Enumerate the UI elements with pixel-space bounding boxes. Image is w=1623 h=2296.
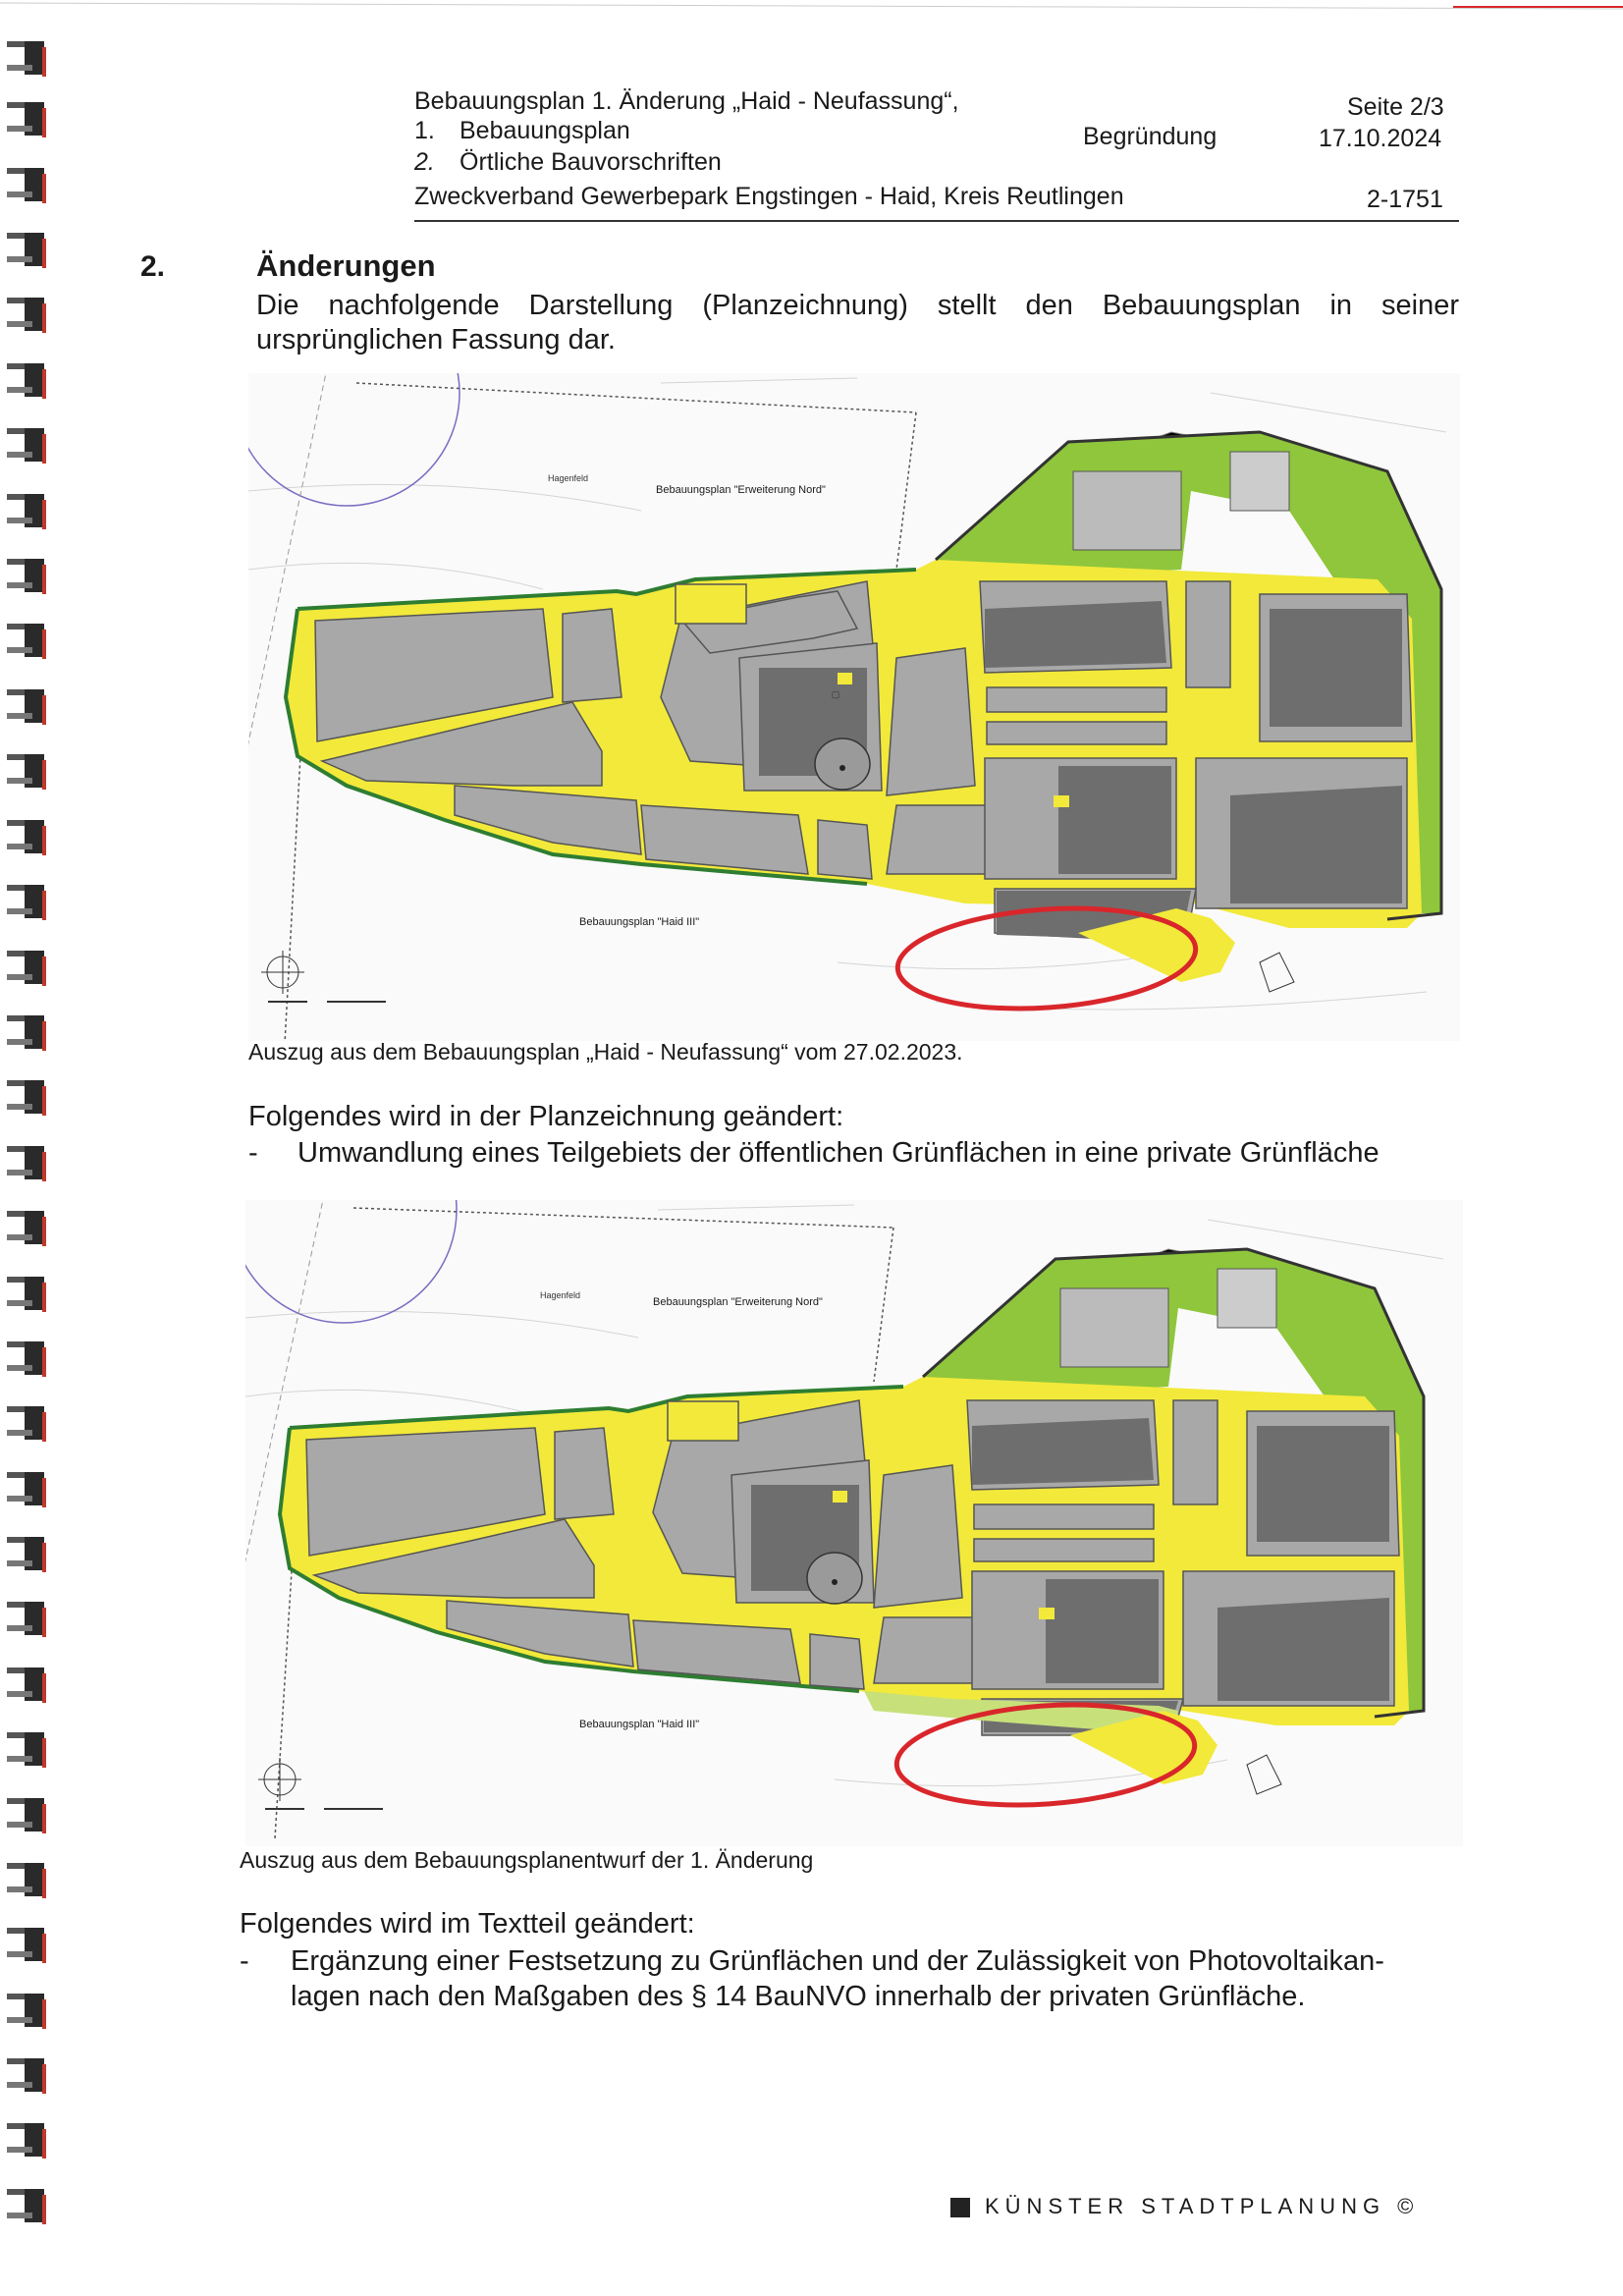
- binder-ring-icon: [3, 1402, 48, 1444]
- binder-ring-icon: [3, 1990, 48, 2031]
- section-number: 2.: [140, 250, 166, 283]
- binder-ring-icon: [3, 1273, 48, 1314]
- header-item-number: 1.: [414, 117, 435, 144]
- plan-drawing-amendment: [245, 1200, 1463, 1846]
- changes-text-heading: Folgendes wird im Textteil geändert:: [240, 1908, 695, 1940]
- list-bullet: -: [240, 1945, 249, 1977]
- binder-ring-icon: [3, 2185, 48, 2226]
- binder-ring-icon: [3, 1076, 48, 1118]
- map-label-haid-iii: Bebauungsplan "Haid III": [579, 916, 700, 928]
- header-doc-type: Begründung: [1083, 123, 1217, 150]
- binder-ring-icon: [3, 816, 48, 857]
- svg-text:▢: ▢: [831, 689, 840, 699]
- plan-drawing-original: [248, 373, 1460, 1041]
- header-authority: Zweckverband Gewerbepark Engstingen - Haid, Kreis Reutlingen: [414, 183, 1124, 210]
- header-date: 17.10.2024: [1319, 125, 1442, 152]
- section-intro: Die nachfolgende Darstellung (Planzeichnung) stellt den Bebauungsplan in seiner ursprünglichen Fassung dar.: [256, 290, 1459, 355]
- binder-ring-icon: [3, 1011, 48, 1053]
- svg-text:Hagenfeld: Hagenfeld: [548, 473, 589, 483]
- binder-ring-icon: [3, 1794, 48, 1835]
- header-project-number: 2-1751: [1367, 186, 1443, 213]
- svg-text:Hagenfeld: Hagenfeld: [540, 1290, 581, 1300]
- binder-ring-icon: [3, 2054, 48, 2096]
- header-plan-title: Bebauungsplan 1. Änderung „Haid - Neufassung“,: [414, 87, 959, 115]
- binder-ring-icon: [3, 359, 48, 401]
- changes-text-item-line2: lagen nach den Maßgaben des § 14 BauNVO innerhalb der privaten Grünfläche.: [291, 1981, 1306, 2012]
- changes-plan-heading: Folgendes wird in der Planzeichnung geändert:: [248, 1101, 844, 1132]
- binder-ring-icon: [3, 1142, 48, 1183]
- map-label-erweiterung-nord: Bebauungsplan "Erweiterung Nord": [653, 1296, 823, 1308]
- scan-edge-top: [0, 0, 1623, 12]
- binder-ring-icon: [3, 1598, 48, 1639]
- binder-ring-icon: [3, 1924, 48, 1965]
- changes-text-item-line1: Ergänzung einer Festsetzung zu Grünflächen und der Zulässigkeit von Photovoltaikan-: [291, 1945, 1384, 1977]
- binder-ring-icon: [3, 1468, 48, 1509]
- binder-ring-icon: [3, 294, 48, 335]
- binder-ring-icon: [3, 1728, 48, 1770]
- header-page-number: Seite 2/3: [1347, 93, 1444, 121]
- map2-caption: Auszug aus dem Bebauungsplanentwurf der 1. Änderung: [240, 1847, 814, 1873]
- map-label-erweiterung-nord: Bebauungsplan "Erweiterung Nord": [656, 484, 826, 496]
- binder-ring-icon: [3, 685, 48, 727]
- header-item-bauvorschriften: Örtliche Bauvorschriften: [460, 148, 722, 176]
- binder-ring-icon: [3, 1859, 48, 1900]
- header-divider: [414, 220, 1459, 222]
- binder-ring-icon: [3, 229, 48, 270]
- footer-square-icon: [950, 2198, 970, 2217]
- header-item-bebauungsplan: Bebauungsplan: [460, 117, 630, 144]
- binder-ring-icon: [3, 1664, 48, 1705]
- binder-ring-icon: [3, 1533, 48, 1574]
- changes-plan-item: Umwandlung eines Teilgebiets der öffentlichen Grünflächen in eine private Grünfläche: [298, 1137, 1380, 1169]
- binder-ring-icon: [3, 164, 48, 205]
- binder-ring-icon: [3, 620, 48, 661]
- binder-ring-icon: [3, 490, 48, 531]
- binder-ring-icon: [3, 98, 48, 139]
- binder-ring-icon: [3, 1207, 48, 1248]
- binder-ring-icon: [3, 881, 48, 922]
- binder-ring-icon: [3, 1338, 48, 1379]
- binder-ring-icon: [3, 750, 48, 792]
- binder-ring-icon: [3, 2119, 48, 2160]
- map1-caption: Auszug aus dem Bebauungsplan „Haid - Neufassung“ vom 27.02.2023.: [248, 1039, 963, 1065]
- list-bullet: -: [248, 1137, 258, 1169]
- section-title: Änderungen: [256, 248, 436, 283]
- binder-ring-icon: [3, 37, 48, 79]
- footer-brand: KÜNSTER STADTPLANUNG ©: [985, 2194, 1420, 2218]
- binder-ring-icon: [3, 555, 48, 596]
- binder-ring-icon: [3, 424, 48, 465]
- map-label-haid-iii: Bebauungsplan "Haid III": [579, 1719, 700, 1730]
- header-item-number: 2.: [414, 148, 435, 176]
- binder-ring-icon: [3, 947, 48, 988]
